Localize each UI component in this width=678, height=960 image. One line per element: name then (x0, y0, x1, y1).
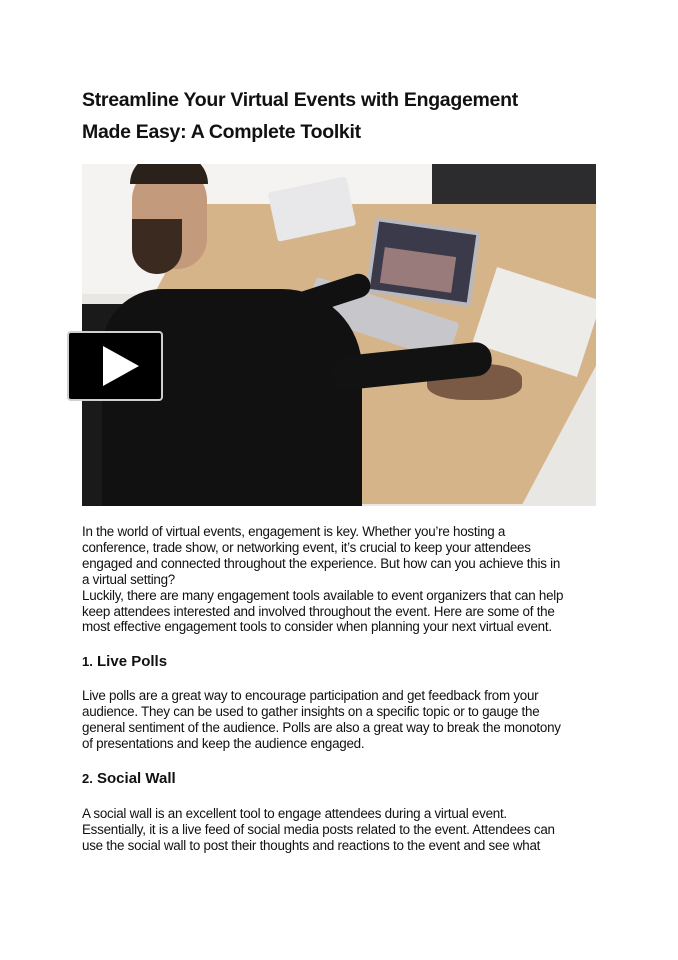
section-paragraph (82, 688, 602, 752)
section-number: 1. (82, 654, 93, 669)
section-heading (82, 770, 176, 787)
section-heading (82, 653, 167, 670)
text-line: engaged and connected throughout the experience. But how can you achieve this in (82, 555, 561, 571)
section-title: Live Polls (97, 653, 168, 670)
text-line: A social wall is an excellent tool to engage attendees during a virtual event. (82, 806, 507, 821)
text-line: a virtual setting? (82, 571, 176, 587)
text-line: keep attendees interested and involved throughout the event. Here are some of the (82, 603, 555, 619)
play-icon (103, 346, 139, 386)
page-title (82, 84, 622, 148)
text-line: Live polls are a great way to encourage participation and get feedback from your (82, 688, 539, 703)
section-title: Social Wall (97, 770, 176, 787)
text-line: use the social wall to post their thoughts and reactions to the event and see what (82, 837, 541, 853)
intro-paragraph (82, 524, 602, 635)
text-line: conference, trade show, or networking event, it’s crucial to keep your attendees (82, 539, 531, 555)
text-line: Luckily, there are many engagement tools available to event organizers that can help (82, 587, 564, 603)
section-paragraph (82, 806, 602, 854)
text-line: In the world of virtual events, engagement is key. Whether you’re hosting a (82, 524, 506, 539)
section-number: 2. (82, 771, 93, 786)
text-line: most effective engagement tools to consider when planning your next virtual event. (82, 619, 552, 635)
text-line: of presentations and keep the audience engaged. (82, 735, 365, 751)
play-video-button[interactable] (67, 331, 163, 401)
text-line: Essentially, it is a live feed of social media posts related to the event. Attendees can (82, 821, 555, 837)
title-line: Streamline Your Virtual Events with Engagement (82, 89, 518, 111)
text-line: general sentiment of the audience. Polls are also a great way to break the monotony (82, 719, 561, 735)
title-line: Made Easy: A Complete Toolkit (82, 121, 361, 143)
text-line: audience. They can be used to gather insights on a specific topic or to gauge the (82, 703, 540, 719)
